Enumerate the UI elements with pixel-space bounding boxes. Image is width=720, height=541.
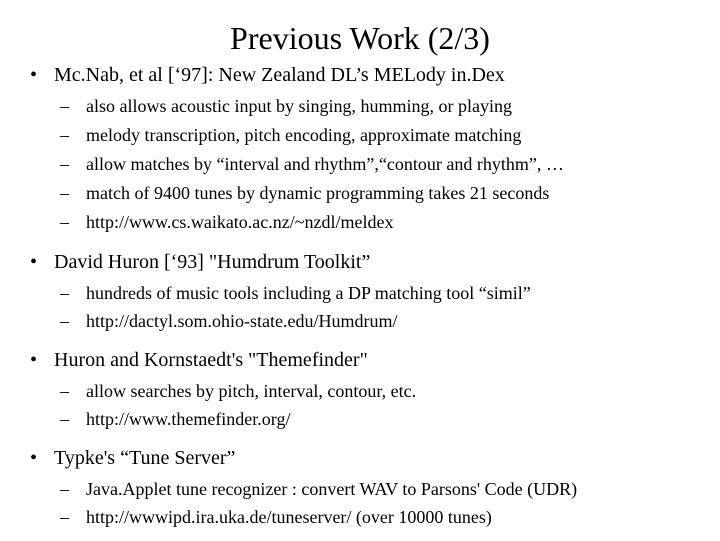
sub-item bbox=[30, 150, 710, 179]
sub-item bbox=[30, 208, 710, 237]
sub-text-link: http://www.cs.waikato.ac.nz/~nzdl/meldex bbox=[86, 212, 394, 232]
bullet-text: Typke's “Tune Server” bbox=[54, 447, 236, 469]
sub-item bbox=[30, 121, 710, 150]
bullet-item bbox=[30, 60, 710, 90]
sub-text: allow matches by “interval and rhythm”,“contour and rhythm”, … bbox=[86, 154, 564, 174]
sub-item bbox=[30, 377, 710, 405]
sub-item bbox=[30, 307, 710, 335]
sub-text-link: http://wwwipd.ira.uka.de/tuneserver/ (over 10000 tunes) bbox=[86, 507, 492, 527]
bullet-marker: • bbox=[30, 251, 38, 273]
bullet-marker: • bbox=[30, 447, 38, 469]
bullet-text: Huron and Kornstaedt's "Themefinder" bbox=[54, 349, 368, 371]
sub-item bbox=[30, 475, 710, 503]
slide-content bbox=[30, 60, 710, 541]
dash-marker: – bbox=[60, 183, 69, 203]
sub-text: allow searches by pitch, interval, contour, etc. bbox=[86, 381, 417, 401]
dash-marker: – bbox=[60, 125, 69, 145]
dash-marker: – bbox=[60, 409, 69, 429]
dash-marker: – bbox=[60, 381, 69, 401]
sub-item bbox=[30, 405, 710, 433]
sub-text-link: http://dactyl.som.ohio-state.edu/Humdrum/ bbox=[86, 311, 398, 331]
bullet-text: Mc.Nab, et al [‘97]: New Zealand DL’s MELody in.Dex bbox=[54, 64, 505, 86]
dash-marker: – bbox=[60, 283, 69, 303]
bullet-text: David Huron [‘93] "Humdrum Toolkit” bbox=[54, 251, 371, 273]
sub-text: also allows acoustic input by singing, humming, or playing bbox=[86, 96, 512, 116]
sub-list bbox=[30, 279, 710, 335]
dash-marker: – bbox=[60, 507, 69, 527]
sub-text: hundreds of music tools including a DP matching tool “simil” bbox=[86, 283, 531, 303]
dash-marker: – bbox=[60, 311, 69, 331]
bullet-item bbox=[30, 247, 710, 277]
dash-marker: – bbox=[60, 154, 69, 174]
bullet-item bbox=[30, 345, 710, 375]
bullet-marker: • bbox=[30, 349, 38, 371]
sub-list bbox=[30, 377, 710, 433]
dash-marker: – bbox=[60, 212, 69, 232]
dash-marker: – bbox=[60, 96, 69, 116]
bullet-marker: • bbox=[30, 64, 38, 86]
sub-list bbox=[30, 92, 710, 237]
sub-item bbox=[30, 179, 710, 208]
sub-item bbox=[30, 92, 710, 121]
sub-item bbox=[30, 503, 710, 531]
sub-text: match of 9400 tunes by dynamic programming takes 21 seconds bbox=[86, 183, 550, 203]
sub-text: Java.Applet tune recognizer : convert WAV to Parsons' Code (UDR) bbox=[86, 479, 578, 499]
sub-text: melody transcription, pitch encoding, approximate matching bbox=[86, 125, 522, 145]
bullet-item bbox=[30, 443, 710, 473]
slide-title: Previous Work (2/3) bbox=[230, 20, 490, 56]
dash-marker: – bbox=[60, 479, 69, 499]
sub-list bbox=[30, 475, 710, 531]
sub-item bbox=[30, 279, 710, 307]
sub-text-link: http://www.themefinder.org/ bbox=[86, 409, 291, 429]
